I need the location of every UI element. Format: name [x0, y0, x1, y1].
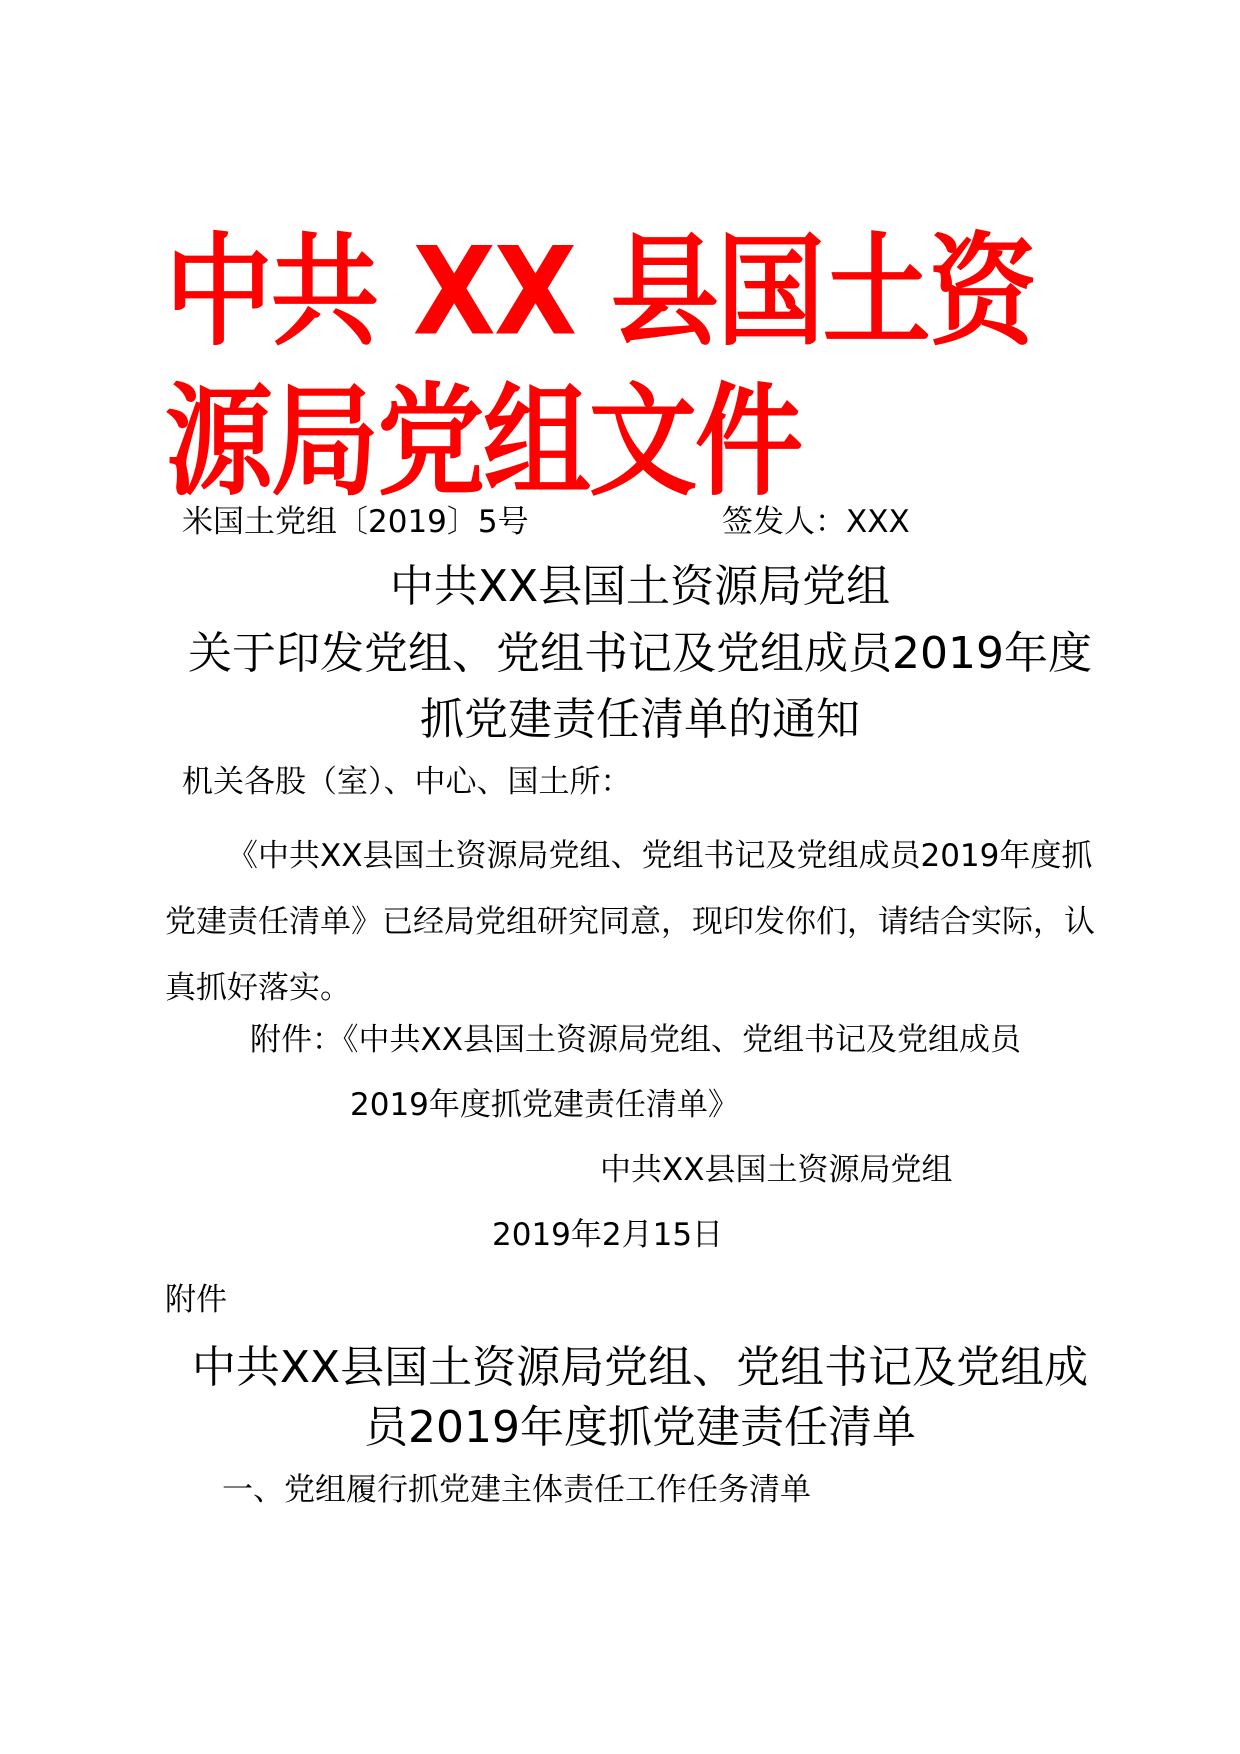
attachment-reference-line-1: 附件：《中共XX县国土资源局党组、党组书记及党组成员 [250, 1022, 1021, 1058]
document-red-header-title: 中共 XX 县国土资源局党组文件 [165, 222, 1035, 513]
attachment-title-line-1: 中共XX县国土资源局党组、党组书记及党组成 [191, 1342, 1089, 1393]
attachment-title-line-2: 员2019年度抓党建责任清单 [364, 1402, 916, 1453]
attachment-label: 附件 [165, 1282, 227, 1318]
notice-title-line-2: 关于印发党组、党组书记及党组成员2019年度 [188, 628, 1092, 679]
issuer-signature: 签发人：XXX [722, 504, 910, 540]
signature-organization: 中共XX县国土资源局党组 [600, 1152, 953, 1188]
attachment-reference-line-2: 2019年度抓党建责任清单》 [350, 1087, 739, 1123]
body-paragraph: 《中共XX县国土资源局党组、党组书记及党组成员2019年度抓党建责任清单》已经局党组研究同意，现印发你们，请结合实际，认真抓好落实。 [165, 838, 1095, 1006]
salutation: 机关各股（室）、中心、国土所： [182, 764, 632, 800]
section-heading: 一、党组履行抓党建主体责任工作任务清单 [222, 1472, 811, 1508]
signature-date: 2019年2月15日 [492, 1217, 724, 1253]
notice-title-line-1: 中共XX县国土资源局党组 [389, 561, 891, 612]
notice-title-line-3: 抓党建责任清单的通知 [420, 694, 860, 745]
document-number: 米国土党组〔2019〕5号 [182, 504, 529, 540]
